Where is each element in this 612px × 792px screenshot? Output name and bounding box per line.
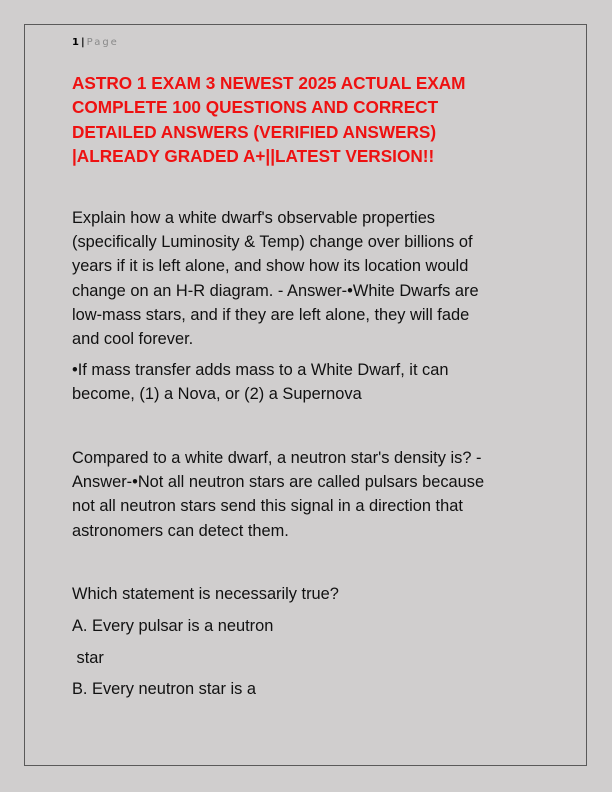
question-1-extra-line: become, (1) a Nova, or (2) a Supernova <box>72 385 362 404</box>
question-1-line: and cool forever. <box>72 330 194 349</box>
title-line: |ALREADY GRADED A+||LATEST VERSION!! <box>72 145 435 166</box>
question-1-extra-line: •If mass transfer adds mass to a White Dwarf, it can <box>72 361 449 379</box>
question-1-line: Explain how a white dwarf's observable properties <box>72 209 436 227</box>
question-1-line: years if it is left alone, and show how its location would <box>72 257 469 276</box>
title-line: DETAILED ANSWERS (VERIFIED ANSWERS) <box>72 121 437 142</box>
question-1-block <box>72 206 542 351</box>
question-1-line: low-mass stars, and if they are left alone, they will fade <box>72 305 470 324</box>
title-line: ASTRO 1 EXAM 3 NEWEST 2025 ACTUAL EXAM <box>72 73 466 93</box>
question-1-line: (specifically Luminosity & Temp) change over billions of <box>72 233 473 252</box>
page-separator: | <box>80 37 85 48</box>
question-3-option-a-cont: star <box>72 649 104 667</box>
question-2-line: Compared to a white dwarf, a neutron star's density is? - <box>72 449 482 467</box>
question-2-line: not all neutron stars send this signal in a direction that <box>72 497 463 516</box>
title-line: COMPLETE 100 QUESTIONS AND CORRECT <box>72 97 439 118</box>
page-header <box>72 36 119 50</box>
document-title <box>72 71 542 168</box>
question-1-extra-block <box>72 358 542 406</box>
page-number: 1 <box>72 37 79 48</box>
question-2-block <box>72 446 542 543</box>
question-3-stem: Which statement is necessarily true? <box>72 585 339 603</box>
question-3-option-b: B. Every neutron star is a <box>72 680 257 698</box>
question-1-line: change on an H-R diagram. - Answer-•White Dwarfs are <box>72 281 479 300</box>
question-2-line: Answer-•Not all neutron stars are called pulsars because <box>72 473 485 492</box>
page-label: Page <box>86 37 119 48</box>
question-3-option-a: A. Every pulsar is a neutron <box>72 617 274 635</box>
question-2-line: astronomers can detect them. <box>72 521 289 540</box>
